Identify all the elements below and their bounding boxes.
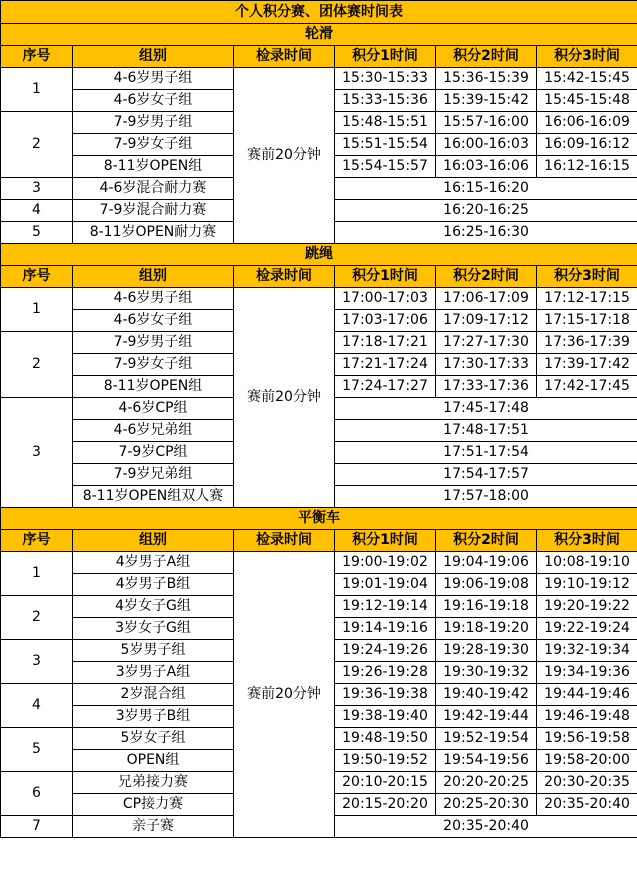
table-row	[1, 288, 637, 310]
header-score3: 积分3时间	[537, 46, 637, 68]
time3-cell: 20:35-20:40	[537, 794, 637, 816]
time2-cell: 19:06-19:08	[436, 574, 537, 596]
group-cell: 7-9岁男子组	[73, 112, 234, 134]
row-number: 4	[1, 684, 73, 728]
time-span-cell: 17:45-17:48	[335, 398, 637, 420]
row-number: 3	[1, 398, 73, 508]
time1-cell: 17:18-17:21	[335, 332, 436, 354]
time-span-cell: 17:48-17:51	[335, 420, 637, 442]
time1-cell: 19:36-19:38	[335, 684, 436, 706]
time-span-cell: 16:20-16:25	[335, 200, 637, 222]
group-cell: 5岁男子组	[73, 640, 234, 662]
time2-cell: 19:04-19:06	[436, 552, 537, 574]
group-cell: 2岁混合组	[73, 684, 234, 706]
time2-cell: 17:06-17:09	[436, 288, 537, 310]
time1-cell: 17:24-17:27	[335, 376, 436, 398]
group-cell: 4-6岁CP组	[73, 398, 234, 420]
time1-cell: 19:01-19:04	[335, 574, 436, 596]
time3-cell: 10:08-19:10	[537, 552, 637, 574]
time1-cell: 20:10-20:15	[335, 772, 436, 794]
table-title: 个人积分赛、团体赛时间表	[1, 1, 637, 24]
checkin-cell: 赛前20分钟	[234, 552, 335, 838]
column-header-row	[1, 46, 637, 68]
time2-cell: 19:42-19:44	[436, 706, 537, 728]
row-number: 4	[1, 200, 73, 222]
time1-cell: 19:26-19:28	[335, 662, 436, 684]
time3-cell: 16:12-16:15	[537, 156, 637, 178]
time3-cell: 20:30-20:35	[537, 772, 637, 794]
time-span-cell: 17:51-17:54	[335, 442, 637, 464]
header-score2: 积分2时间	[436, 530, 537, 552]
section-title: 轮滑	[1, 24, 637, 46]
group-cell: 4-6岁女子组	[73, 90, 234, 112]
header-score1: 积分1时间	[335, 46, 436, 68]
checkin-cell: 赛前20分钟	[234, 68, 335, 244]
group-cell: 7-9岁CP组	[73, 442, 234, 464]
header-checkin: 检录时间	[234, 46, 335, 68]
group-cell: 3岁男子A组	[73, 662, 234, 684]
time1-cell: 15:33-15:36	[335, 90, 436, 112]
time-span-cell: 17:57-18:00	[335, 486, 637, 508]
time1-cell: 15:48-15:51	[335, 112, 436, 134]
group-cell: 兄弟接力赛	[73, 772, 234, 794]
time3-cell: 17:42-17:45	[537, 376, 637, 398]
row-number: 1	[1, 68, 73, 112]
header-no: 序号	[1, 46, 73, 68]
time3-cell: 19:58-20:00	[537, 750, 637, 772]
time3-cell: 15:45-15:48	[537, 90, 637, 112]
section-title: 平衡车	[1, 508, 637, 530]
checkin-cell: 赛前20分钟	[234, 288, 335, 508]
time3-cell: 19:22-19:24	[537, 618, 637, 640]
time-span-cell: 20:35-20:40	[335, 816, 637, 838]
time2-cell: 17:27-17:30	[436, 332, 537, 354]
table-row	[1, 552, 637, 574]
group-cell: CP接力赛	[73, 794, 234, 816]
header-score3: 积分3时间	[537, 530, 637, 552]
group-cell: 3岁男子B组	[73, 706, 234, 728]
time3-cell: 19:44-19:46	[537, 684, 637, 706]
time2-cell: 17:30-17:33	[436, 354, 537, 376]
time1-cell: 15:54-15:57	[335, 156, 436, 178]
time1-cell: 19:50-19:52	[335, 750, 436, 772]
row-number: 1	[1, 288, 73, 332]
header-checkin: 检录时间	[234, 530, 335, 552]
time1-cell: 17:21-17:24	[335, 354, 436, 376]
header-score1: 积分1时间	[335, 530, 436, 552]
group-cell: 4岁男子A组	[73, 552, 234, 574]
time1-cell: 19:14-19:16	[335, 618, 436, 640]
group-cell: 亲子赛	[73, 816, 234, 838]
time2-cell: 20:20-20:25	[436, 772, 537, 794]
row-number: 2	[1, 112, 73, 178]
time3-cell: 15:42-15:45	[537, 68, 637, 90]
group-cell: 4-6岁兄弟组	[73, 420, 234, 442]
time3-cell: 17:36-17:39	[537, 332, 637, 354]
time1-cell: 19:12-19:14	[335, 596, 436, 618]
column-header-row	[1, 266, 637, 288]
group-cell: 8-11岁OPEN组双人赛	[73, 486, 234, 508]
time3-cell: 16:09-16:12	[537, 134, 637, 156]
time1-cell: 19:24-19:26	[335, 640, 436, 662]
group-cell: 4-6岁男子组	[73, 288, 234, 310]
group-cell: 7-9岁兄弟组	[73, 464, 234, 486]
time3-cell: 19:34-19:36	[537, 662, 637, 684]
group-cell: 7-9岁女子组	[73, 354, 234, 376]
time1-cell: 15:30-15:33	[335, 68, 436, 90]
time2-cell: 15:36-15:39	[436, 68, 537, 90]
group-cell: 7-9岁女子组	[73, 134, 234, 156]
group-cell: 8-11岁OPEN组	[73, 376, 234, 398]
header-group: 组别	[73, 530, 234, 552]
time1-cell: 19:48-19:50	[335, 728, 436, 750]
header-no: 序号	[1, 266, 73, 288]
row-number: 6	[1, 772, 73, 816]
section-header-row	[1, 24, 637, 46]
time-span-cell: 16:25-16:30	[335, 222, 637, 244]
row-number: 2	[1, 596, 73, 640]
time1-cell: 15:51-15:54	[335, 134, 436, 156]
time2-cell: 17:09-17:12	[436, 310, 537, 332]
time2-cell: 15:57-16:00	[436, 112, 537, 134]
time2-cell: 19:54-19:56	[436, 750, 537, 772]
time1-cell: 17:00-17:03	[335, 288, 436, 310]
header-group: 组别	[73, 46, 234, 68]
group-cell: 7-9岁混合耐力赛	[73, 200, 234, 222]
time3-cell: 19:32-19:34	[537, 640, 637, 662]
group-cell: 4-6岁男子组	[73, 68, 234, 90]
time3-cell: 19:56-19:58	[537, 728, 637, 750]
time2-cell: 20:25-20:30	[436, 794, 537, 816]
row-number: 5	[1, 728, 73, 772]
time2-cell: 16:00-16:03	[436, 134, 537, 156]
time2-cell: 19:18-19:20	[436, 618, 537, 640]
header-group: 组别	[73, 266, 234, 288]
header-score2: 积分2时间	[436, 266, 537, 288]
time3-cell: 17:15-17:18	[537, 310, 637, 332]
header-score1: 积分1时间	[335, 266, 436, 288]
time-span-cell: 16:15-16:20	[335, 178, 637, 200]
group-cell: 4岁女子G组	[73, 596, 234, 618]
header-score3: 积分3时间	[537, 266, 637, 288]
time2-cell: 19:16-19:18	[436, 596, 537, 618]
table-row	[1, 68, 637, 90]
time3-cell: 19:10-19:12	[537, 574, 637, 596]
time1-cell: 19:00-19:02	[335, 552, 436, 574]
header-checkin: 检录时间	[234, 266, 335, 288]
group-cell: 4-6岁女子组	[73, 310, 234, 332]
column-header-row	[1, 530, 637, 552]
group-cell: 8-11岁OPEN耐力赛	[73, 222, 234, 244]
row-number: 1	[1, 552, 73, 596]
time1-cell: 20:15-20:20	[335, 794, 436, 816]
time-span-cell: 17:54-17:57	[335, 464, 637, 486]
section-title: 跳绳	[1, 244, 637, 266]
time3-cell: 19:20-19:22	[537, 596, 637, 618]
row-number: 3	[1, 178, 73, 200]
group-cell: OPEN组	[73, 750, 234, 772]
group-cell: 7-9岁男子组	[73, 332, 234, 354]
time2-cell: 19:40-19:42	[436, 684, 537, 706]
time2-cell: 19:28-19:30	[436, 640, 537, 662]
time2-cell: 17:33-17:36	[436, 376, 537, 398]
group-cell: 5岁女子组	[73, 728, 234, 750]
time2-cell: 15:39-15:42	[436, 90, 537, 112]
header-no: 序号	[1, 530, 73, 552]
group-cell: 8-11岁OPEN组	[73, 156, 234, 178]
time1-cell: 19:38-19:40	[335, 706, 436, 728]
group-cell: 4岁男子B组	[73, 574, 234, 596]
time2-cell: 16:03-16:06	[436, 156, 537, 178]
row-number: 3	[1, 640, 73, 684]
header-score2: 积分2时间	[436, 46, 537, 68]
row-number: 2	[1, 332, 73, 398]
row-number: 7	[1, 816, 73, 838]
section-header-row	[1, 508, 637, 530]
time1-cell: 17:03-17:06	[335, 310, 436, 332]
group-cell: 3岁女子G组	[73, 618, 234, 640]
group-cell: 4-6岁混合耐力赛	[73, 178, 234, 200]
section-header-row	[1, 244, 637, 266]
time3-cell: 17:39-17:42	[537, 354, 637, 376]
time3-cell: 17:12-17:15	[537, 288, 637, 310]
row-number: 5	[1, 222, 73, 244]
title-row	[1, 1, 637, 24]
time3-cell: 19:46-19:48	[537, 706, 637, 728]
time2-cell: 19:52-19:54	[436, 728, 537, 750]
time2-cell: 19:30-19:32	[436, 662, 537, 684]
time3-cell: 16:06-16:09	[537, 112, 637, 134]
